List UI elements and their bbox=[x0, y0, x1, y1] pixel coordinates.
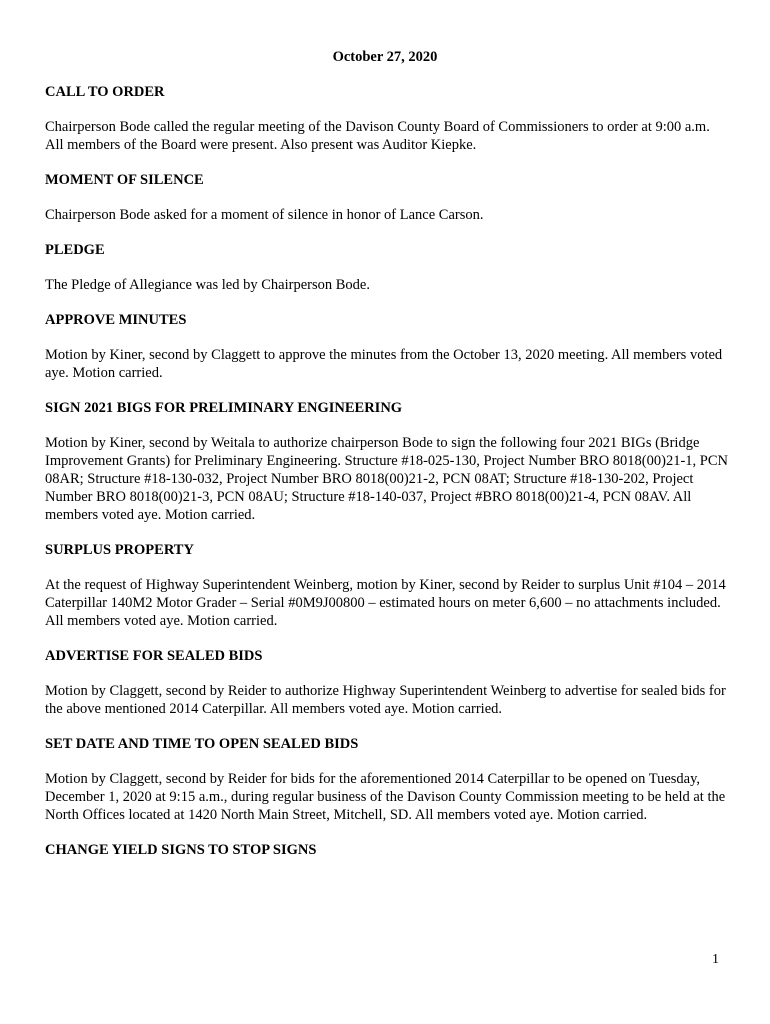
section-body-call-to-order: Chairperson Bode called the regular meeting of the Davison County Board of Commissioners to order at 9:00 a.m. All members of the Board were present. Also present was Auditor Kiepke. bbox=[45, 119, 710, 153]
section-body-pledge: The Pledge of Allegiance was led by Chairperson Bode. bbox=[45, 277, 370, 293]
section-body-sign-bigs: Motion by Kiner, second by Weitala to authorize chairperson Bode to sign the following four 2021 BIGs (Bridge Improvement Grants) for Preliminary Engineering. Structure #18-025-130, Project Number BRO 8018(00)21-1, PCN 08AR; Structure #18-130-032, Project Number BRO 8018(00)21-2, PCN 08AT; Structure #18-130-202, Project Number BRO 8018(00)21-3, PCN 08AU; Structure #18-140-037, Project #BRO 8018(00)21-4, PCN 08AV. All members voted aye. Motion carried. bbox=[45, 435, 728, 523]
section-body-advertise-sealed-bids: Motion by Claggett, second by Reider to authorize Highway Superintendent Weinberg to advertise for sealed bids for the above mentioned 2014 Caterpillar. All members voted aye. Motion carried. bbox=[45, 683, 726, 717]
section-heading-approve-minutes: APPROVE MINUTES bbox=[45, 312, 187, 328]
section-body-surplus-property: At the request of Highway Superintendent Weinberg, motion by Kiner, second by Reider to surplus Unit #104 – 2014 Caterpillar 140M2 Motor Grader – Serial #0M9J00800 – estimated hours on meter 6,600 – no attachments included. All members voted aye. Motion carried. bbox=[45, 577, 726, 629]
section-body-approve-minutes: Motion by Kiner, second by Claggett to approve the minutes from the October 13, 2020 meeting. All members voted aye. Motion carried. bbox=[45, 347, 723, 381]
section-heading-call-to-order: CALL TO ORDER bbox=[45, 84, 165, 100]
section-heading-change-yield-signs: CHANGE YIELD SIGNS TO STOP SIGNS bbox=[45, 842, 317, 858]
section-heading-set-date-time: SET DATE AND TIME TO OPEN SEALED BIDS bbox=[45, 736, 359, 752]
section-heading-sign-bigs: SIGN 2021 BIGS FOR PRELIMINARY ENGINEERING bbox=[45, 400, 403, 416]
meeting-date: October 27, 2020 bbox=[332, 49, 438, 65]
section-heading-advertise-sealed-bids: ADVERTISE FOR SEALED BIDS bbox=[45, 648, 263, 664]
section-heading-pledge: PLEDGE bbox=[45, 242, 105, 258]
section-heading-moment-of-silence: MOMENT OF SILENCE bbox=[45, 172, 204, 188]
minutes-content bbox=[45, 83, 729, 876]
section-heading-surplus-property: SURPLUS PROPERTY bbox=[45, 542, 194, 558]
page-number: 1 bbox=[712, 952, 719, 967]
section-body-moment-of-silence: Chairperson Bode asked for a moment of silence in honor of Lance Carson. bbox=[45, 207, 484, 223]
section-body-set-date-time: Motion by Claggett, second by Reider for bids for the aforementioned 2014 Caterpillar to be opened on Tuesday, December 1, 2020 at 9:15 a.m., during regular business of the Davison County Commission meeting to be held at the North Offices located at 1420 North Main Street, Mitchell, SD. All members voted aye. Motion carried. bbox=[45, 771, 726, 823]
